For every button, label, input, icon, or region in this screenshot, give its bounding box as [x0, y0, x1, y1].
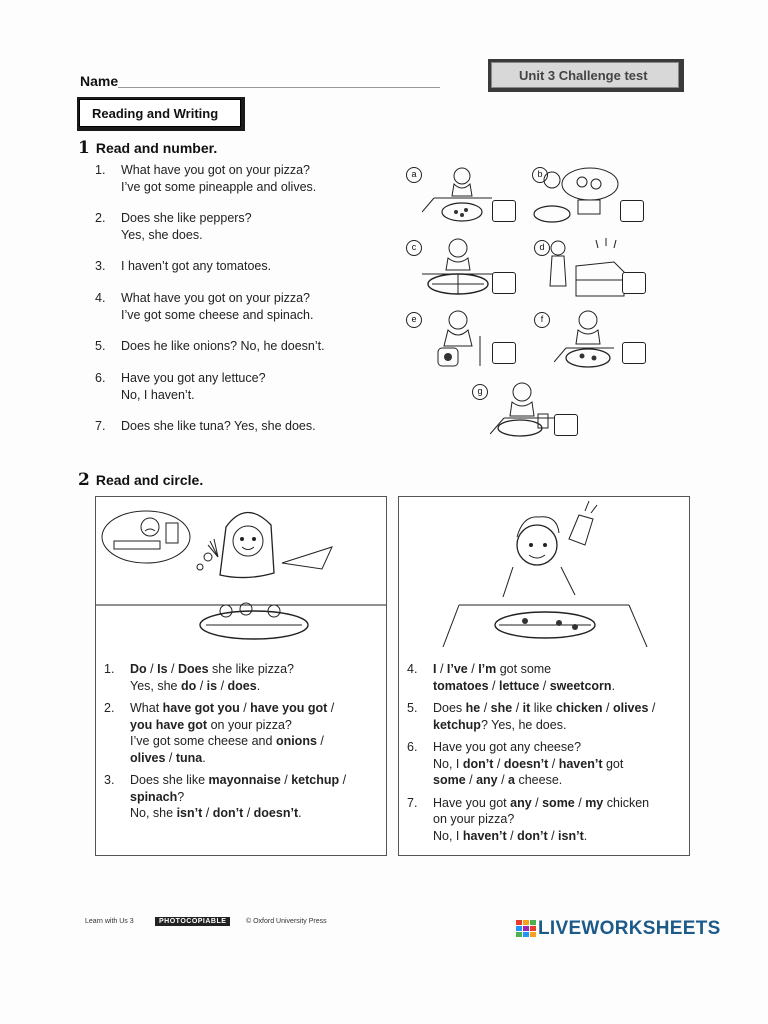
left-panel [95, 496, 387, 856]
picture-letter-f: f [534, 312, 550, 328]
answer-box-d[interactable] [622, 272, 646, 294]
left-questions [96, 661, 381, 828]
option[interactable]: onions [275, 734, 317, 748]
pizza-illustration-d [544, 236, 628, 302]
option[interactable]: a [508, 773, 515, 787]
option[interactable]: is [206, 678, 218, 693]
option[interactable]: you have got [130, 717, 208, 732]
option[interactable]: isn’t [558, 828, 584, 843]
option[interactable]: doesn’t [253, 806, 299, 820]
list-item: 1. Do / Is / Does she like pizza? Yes, she do / is / does. [104, 662, 294, 693]
pizza-illustration-g [490, 378, 556, 444]
picture-letter-a: a [406, 167, 422, 183]
name-label: Name [80, 73, 119, 89]
option[interactable]: I’m [478, 662, 497, 676]
option[interactable]: any [476, 773, 498, 787]
pizza-illustration-f [554, 306, 624, 372]
option[interactable]: olives [612, 701, 649, 715]
option[interactable]: does [227, 678, 257, 693]
list-item: 5. Does he / she / it like chicken / olives / ketchup? Yes, he does. [407, 701, 656, 732]
exercise2-number: 2 [78, 470, 90, 490]
option[interactable]: haven’t [462, 828, 507, 843]
liveworksheets-brand[interactable]: LIVEWORKSHEETS [538, 918, 721, 939]
option[interactable]: he [465, 701, 481, 715]
question-list [95, 162, 395, 435]
list-item: 3. Does she like mayonnaise / ketchup / spinach? No, she isn’t / don’t / doesn’t. [104, 773, 347, 820]
option[interactable]: haven’t [558, 756, 603, 771]
option[interactable]: spinach [130, 789, 178, 804]
option[interactable]: Is [157, 662, 168, 676]
option[interactable]: do [180, 678, 197, 693]
exercise1-title-text: Read and number. [95, 140, 218, 156]
answer-box-e[interactable] [492, 342, 516, 364]
pizza-illustration-c [422, 234, 494, 298]
option[interactable]: doesn’t [503, 756, 549, 771]
unit-title: Unit 3 Challenge test [491, 62, 679, 88]
option[interactable]: some [542, 795, 575, 810]
option[interactable]: chicken [555, 701, 603, 715]
list-item: 5. Does he like onions? No, he doesn’t. [95, 339, 325, 353]
footer-copyright: © Oxford University Press [246, 918, 327, 925]
option[interactable]: I’ve [446, 662, 468, 676]
list-item: 3. I haven’t got any tomatoes. [95, 259, 272, 273]
picture-letter-d: d [534, 240, 550, 256]
option[interactable]: any [510, 795, 532, 810]
option[interactable]: Does [177, 662, 209, 676]
option[interactable]: olives [130, 750, 166, 765]
picture-letter-b: b [532, 167, 548, 183]
list-item: 2. Does she like peppers? Yes, she does. [95, 211, 252, 242]
section-heading: Reading and Writing [79, 99, 241, 127]
option[interactable]: tomatoes [433, 678, 489, 693]
option[interactable]: I [433, 662, 437, 676]
picture-letter-g: g [472, 384, 488, 400]
exercise2-title-text: Read and circle. [95, 472, 204, 488]
pizza-illustration-a [422, 162, 492, 224]
option[interactable]: isn’t [176, 806, 203, 820]
option[interactable]: sweetcorn [549, 678, 612, 693]
girl-pizza-illustration [96, 497, 386, 647]
option[interactable]: don’t [212, 806, 244, 820]
name-field[interactable] [118, 87, 440, 88]
option[interactable]: tuna [175, 750, 203, 765]
option[interactable]: she [490, 701, 513, 715]
liveworksheets-logo-icon [516, 920, 536, 938]
right-questions [399, 661, 684, 850]
answer-box-g[interactable] [554, 414, 578, 436]
pizza-illustration-e [424, 306, 492, 372]
list-item: 6. Have you got any cheese? No, I don’t / doesn’t / haven’t got some / any / a cheese. [407, 740, 624, 787]
option[interactable]: have got you [162, 701, 240, 715]
right-panel [398, 496, 690, 856]
answer-box-c[interactable] [492, 272, 516, 294]
option[interactable]: it [522, 701, 531, 715]
option[interactable]: ketchup [433, 717, 481, 732]
list-item: 4. I / I’ve / I’m got some tomatoes / lettuce / sweetcorn. [407, 662, 616, 693]
list-item: 6. Have you got any lettuce? No, I haven’t. [95, 371, 266, 402]
option[interactable]: don’t [462, 756, 494, 771]
option[interactable]: mayonnaise [208, 773, 281, 787]
option[interactable]: don’t [517, 828, 548, 843]
photocopiable-badge: PHOTOCOPIABLE [155, 917, 230, 926]
footer-book: Learn with Us 3 [85, 918, 134, 925]
answer-box-f[interactable] [622, 342, 646, 364]
picture-grid [404, 160, 664, 445]
answer-box-b[interactable] [620, 200, 644, 222]
list-item: 4. What have you got on your pizza? I’ve got some cheese and spinach. [95, 291, 314, 322]
list-item: 1. What have you got on your pizza? I’ve got some pineapple and olives. [95, 163, 317, 194]
option[interactable]: some [433, 773, 466, 787]
option[interactable]: have you got [250, 701, 328, 715]
answer-box-a[interactable] [492, 200, 516, 222]
pizza-illustration-b [530, 162, 620, 226]
exercise2-title [78, 470, 203, 490]
boy-pizza-illustration [399, 497, 689, 647]
list-item: 2. What have got you / have you got / you have got on your pizza? I’ve got some cheese and onions / olives / tuna. [104, 701, 335, 765]
list-item: 7. Does she like tuna? Yes, she does. [95, 419, 316, 433]
option[interactable]: ketchup [291, 773, 340, 787]
picture-letter-c: c [406, 240, 422, 256]
option[interactable]: lettuce [499, 678, 540, 693]
exercise1-title [78, 138, 217, 158]
option[interactable]: my [585, 795, 604, 810]
option[interactable]: Do [130, 662, 147, 676]
list-item: 7. Have you got any / some / my chicken on your pizza? No, I haven’t / don’t / isn’t. [407, 795, 650, 843]
exercise1-number: 1 [78, 138, 90, 158]
picture-letter-e: e [406, 312, 422, 328]
